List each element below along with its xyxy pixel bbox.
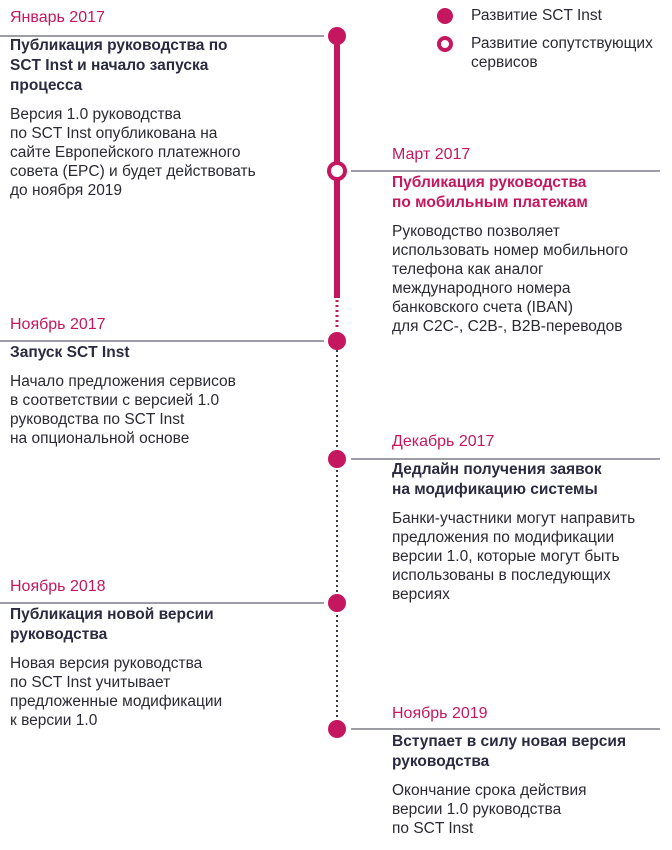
event-description [392,781,664,838]
desc-line: Новая версия руководства [10,655,203,672]
event-nov-2018 [10,577,310,730]
desc-line: версии 1.0 руководства [392,801,562,818]
event-nov-2017 [10,315,310,448]
desc-line: к версии 1.0 [10,712,98,729]
event-title [10,343,310,363]
event-mar-2017 [392,145,664,336]
desc-line: в соответствии с версией 1.0 [10,392,220,409]
desc-line: руководства по SCT Inst [10,411,185,428]
event-date: Ноябрь 2019 [392,705,488,722]
title-line: SCT Inst и начало запуска [10,57,209,74]
title-line: Дедлайн получения заявок [392,461,602,478]
desc-line: использовать номер мобильного [392,242,629,259]
title-line: руководства [392,753,490,770]
title-line: руководства [10,626,108,643]
event-description [392,509,664,604]
event-title [392,732,664,772]
event-date: Март 2017 [392,146,471,163]
filled-marker-icon [328,27,346,45]
title-line: Публикация руководства по [10,37,228,54]
filled-marker-icon [328,450,346,468]
desc-line: версиях [392,586,450,603]
desc-line: предложенные модификации [10,693,223,710]
desc-line: по SCT Inst учитывает [10,674,171,691]
desc-line: по SCT Inst опубликована на [10,125,218,142]
desc-line: сайте Европейского платежного [10,144,241,161]
desc-line: на опциональной основе [10,430,190,447]
event-title [392,173,664,213]
desc-line: совета (EPC) и будет действовать [10,163,256,180]
title-line: Публикация руководства [392,174,587,191]
event-title [10,36,310,96]
desc-line: использованы в последующих [392,567,611,584]
event-title [10,605,310,645]
event-title [392,460,664,500]
desc-line: банковского счета (IBAN) [392,299,574,316]
filled-marker-icon [328,720,346,738]
desc-line: Начало предложения сервисов [10,373,236,390]
desc-line: предложения по модификации [392,529,615,546]
title-line: по мобильным платежам [392,194,588,211]
desc-line: Банки-участники могут направить [392,510,636,527]
event-jan-2017 [10,8,310,200]
desc-line: для C2C-, C2B-, B2B-переводов [392,318,623,335]
event-date: Ноябрь 2017 [10,316,106,333]
legend-label-main: Развитие SCT Inst [471,7,602,24]
event-date: Январь 2017 [10,9,105,26]
legend-label-related-1: Развитие сопутствующих [471,35,653,52]
desc-line: Окончание срока действия [392,782,587,799]
desc-line: по SCT Inst [392,820,474,837]
event-date: Ноябрь 2018 [10,578,106,595]
event-dec-2017 [392,432,664,604]
title-line: Публикация новой версии [10,606,214,623]
desc-line: до ноября 2019 [10,182,123,199]
desc-line: Версия 1.0 руководства [10,106,182,123]
title-line: на модификацию системы [392,481,598,498]
desc-line: версии 1.0, которые могут быть [392,548,620,565]
desc-line: международного номера [392,280,571,297]
hollow-marker-icon [329,163,345,179]
filled-marker-icon [328,594,346,612]
title-line: процесса [10,77,83,94]
event-description [10,105,310,200]
event-nov-2019 [392,704,664,838]
event-date: Декабрь 2017 [392,433,495,450]
desc-line: Руководство позволяет [392,223,560,240]
legend-label-related-2: сервисов [471,54,538,71]
event-description [392,222,664,336]
event-description [10,372,310,448]
title-line: Запуск SCT Inst [10,344,130,361]
desc-line: телефона как аналог [392,261,544,278]
title-line: Вступает в силу новая версия [392,733,626,750]
event-description [10,654,310,730]
filled-marker-icon [328,332,346,350]
